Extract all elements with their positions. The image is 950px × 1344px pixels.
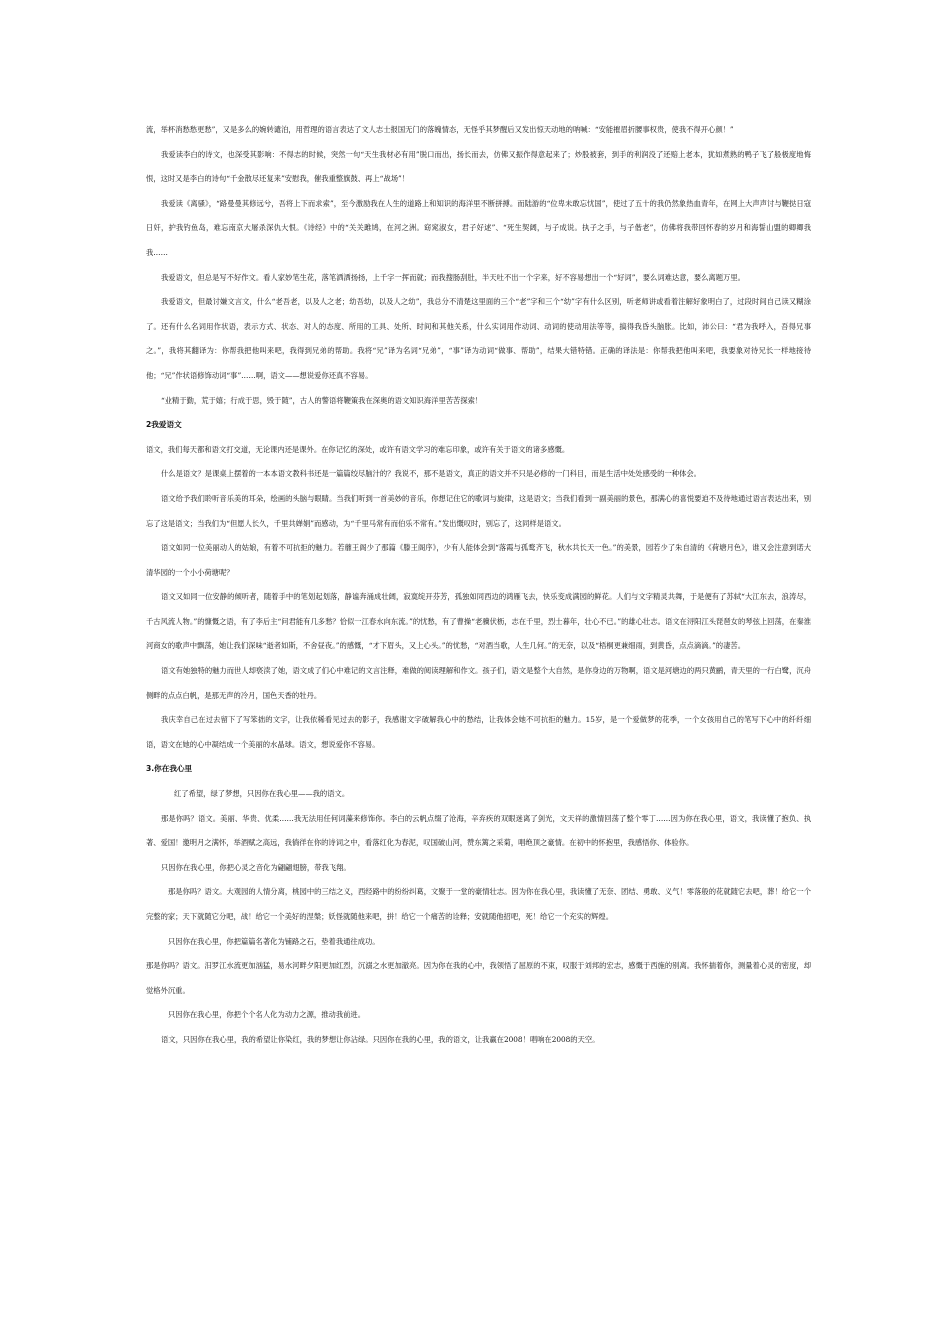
- paragraph: 我爱读李白的诗文，也深受其影响：不得志的时候，突然一句“天生我材必有用”脱口而出，扬长而去，仿佛又振作得意起来了；炒股被套，到手的利润没了还赔上老本，犹如煮熟的鸭子飞了般极度地悔恨，这时又是李白的诗句“千金散尽还复来”安慰我，催我重整旗鼓、再上“战场”！: [146, 149, 811, 184]
- paragraph: 我爱读《离骚》，“路曼曼其修远兮，吾将上下而求索”，至今激励我在人生的道路上和知识的海洋里不断拼搏。而陆游的“位卑未敢忘忧国”，使过了五十的我仍然象热血青年，在网上大声声讨与鞭挞日寇日奸，护我钓鱼岛，难忘南京大屠杀深仇大恨。《诗经》中的“关关雎鸠，在河之洲。窈窕淑女，君子好逑”、“死生契阔，与子成说。执子之手，与子偕老”，仿佛将我带回怀春的岁月和海誓山盟的卿卿我我……: [146, 198, 811, 257]
- paragraph: 那是你吗？语文。美丽、华贵、优柔……我无法用任何词藻来修饰你。李白的云帆点缀了沧海，辛弃疾的双眼迷离了剑光，文天祥的激情回荡了整个零丁……因为你在我心里，语文，我读懂了抱负、执著、爱国！邀明月之满怀，举酒赋之高远，我徜徉在你的诗词之中，看落红化为春泥，叹国破山河，赞东篱之采菊，唱绝顶之豪情。在初中的怀抱里，我感悟你、体验你。: [146, 813, 811, 848]
- paragraph: 语文如同一位美丽动人的姑娘，有着不可抗拒的魅力。若蘼王阁少了那篇《滕王阁序》，少有人能体会到“落霞与孤鹜齐飞，秋水共长天一色。”的美景，园若少了朱自清的《荷塘月色》，谁又会注意到诺大清华园的一个小小荷塘呢？: [146, 543, 811, 577]
- paragraph: 那是你吗？语文。汨罗江水流更加汹猛，易水河畔夕阳更加红烈，沉溺之水更加澈亮。因为你在我的心中，我领悟了屈原的不束，叹服于刘邦的宏志，感慨于西施的别离。我怀揣着你，测量着心灵的密度，却觉格外沉重。: [146, 961, 811, 995]
- paragraph: 语文有她独特的魅力而世人却亵渎了她，语文成了们心中难记的文言注释，难做的阅读理解和作文。孩子们，语文是整个大自然，是你身边的万物啊，语文是河塘边的两只黄鹂，青天里的一行白鹭，沉舟侧畔的点点白帆，是那无声的冷月，国色天香的牡丹。: [146, 666, 811, 700]
- paragraph: 我庆幸自己在过去留下了写笨拙的文字，让我依稀看见过去的影子，我感谢文字破解我心中的愁结，让我体会她不可抗拒的魅力。15岁，是一个爱做梦的花季，一个女孩用自己的笔写下心中的纤纤细语，语文在她的心中凝结成一个美丽的水晶球。语文，想说爱你不容易。: [146, 715, 811, 749]
- paragraph: 只因你在我心里，你把心灵之音化为翩翩翅膀，带我飞翔。: [161, 862, 351, 872]
- paragraph: 只因你在我心里，你把个个名人化为动力之源，推动我前进。: [168, 1010, 366, 1020]
- paragraph: “业精于勤，荒于嬉；行成于思，毁于随”，古人的警语将鞭策我在深奥的语文知识海洋里苦苦探索！: [161, 395, 483, 405]
- document-body: [146, 118, 811, 1053]
- section-heading: 2我爱语文: [146, 420, 182, 430]
- paragraph: 红了希望，绿了梦想，只因你在我心里——我的语文。: [174, 789, 350, 799]
- paragraph: 语文，只因你在我心里，我的希望让你染红，我的梦想让你沾绿。只因你在我的心里，我的语文，让我赢在2008！唱响在2008的天空。: [161, 1034, 600, 1044]
- paragraph: 我爱语文，但最讨嫌文言文，什么“老吾老，以及人之老；幼吾幼，以及人之幼”，我总分不清楚这里面的三个“老”字和三个“幼”字有什么区别，听老师讲或看着注解好象明白了，过段时间自己读又糊涂了。还有什么名词用作状语，表示方式、状态、对人的态度、所用的工具、处所、时间和其他关系，什么实词用作动词、动词的使动用法等等，搞得我昏头脑胀。比如，沛公曰：“君为我呼入，吾得兄事之。”，我将其翻译为：你帮我把他叫来吧，我得到兄弟的帮助。我将“兄”译为名词“兄弟”，“事”译为动词“做事、帮助”，结果大错特错。正确的译法是：你帮我把他叫来吧，我要象对待兄长一样地接待他；“兄”作状语修饰动词“事”……啊，语文——想说爱你还真不容易。: [146, 297, 811, 380]
- section-heading: 3.你在我心里: [146, 764, 193, 774]
- paragraph: 语文，我们每天都和语文打交道，无论课内还是课外。在你记忆的深处，或许有语文学习的难忘印象，或许有关于语文的诸多感慨。: [146, 444, 570, 454]
- paragraph: 那是你吗？语文。大观园的人情分离，桃园中的三结之义，西经路中的纷纷纠葛，文聚于一堂的豪情壮志。因为你在我心里，我读懂了无奈、团结、勇敢、义气！零落般的花就随它去吧，葬！给它一个完整的家；天下就随它分吧，战！给它一个美好的涅槃；妖怪就随他来吧，拼！给它一个痛苦的诠释；安就随他招吧，死！给它一个充实的辉煌。: [146, 887, 811, 921]
- paragraph: 我爱语文，但总是写不好作文。看人家妙笔生花，落笔洒洒扬扬，上千字一挥而就；而我搜肠刮肚，半天吐不出一个字来，好不容易想出一个“好词”，要么词难达意，要么离题万里。: [161, 272, 745, 282]
- paragraph: 语文又如同一位安静的倾听者，随着手中的笔划起划落，静谧奔涌成壮阔，寂寞绽开芬芳，孤独如同西边的鸿雁飞去，快乐变成满园的鲜花。人们与文字精灵共舞，于是便有了苏轼“大江东去，浪涛尽，千古风流人物。”的慷慨之语，有了李后主“问君能有几多愁？恰似一江春水向东流。”的忧愁，有了曹操“老骥伏枥，志在千里，烈士暮年，壮心不已。”的雄心壮志。语文在浔阳江头琵琶女的琴弦上回荡，在秦淮河商女的歌声中飘荡，她让我们深味“逝者如斯，不舍昼夜。”的感慨，“才下眉头，又上心头。”的忧愁，“对酒当歌，人生几何。”的无奈，以及“梧桐更兼细雨，到黄昏，点点滴滴。”的凄苦。: [146, 592, 811, 651]
- paragraph: 只因你在我心里，你把篇篇名著化为铺路之石，垫着我通往成功。: [168, 936, 380, 946]
- paragraph: 流，举杯消愁愁更愁”，又是多么的婉转谴泊，用哲理的语言表达了文人志士报国无门的落魄情态，无怪乎其梦醒后又发出惊天动地的呐喊：“安能摧眉折腰事权贵，使我不得开心颜！”: [146, 125, 734, 134]
- paragraph: 什么是语文？是课桌上摆着的一本本语文教科书还是一篇篇绞尽脑汁的？我说不，那不是语文，真正的语文并不只是必修的一门科目，而是生活中处处感受的一种体会。: [161, 469, 701, 479]
- paragraph: 语文给予我们聆听音乐美的耳朵，绘画的头脑与眼睛。当我们听到一首美妙的音乐，你想记住它的歌词与旋律，这是语文；当我们看到一副美丽的景色，那满心的喜悦要迫不及待地通过语言表达出来，别忘了这是语文；当我们为“但愿人长久，千里共婵娟”而感动，为“千里马常有而伯乐不常有。”发出慨叹时，别忘了，这同样是语文。: [146, 493, 811, 528]
